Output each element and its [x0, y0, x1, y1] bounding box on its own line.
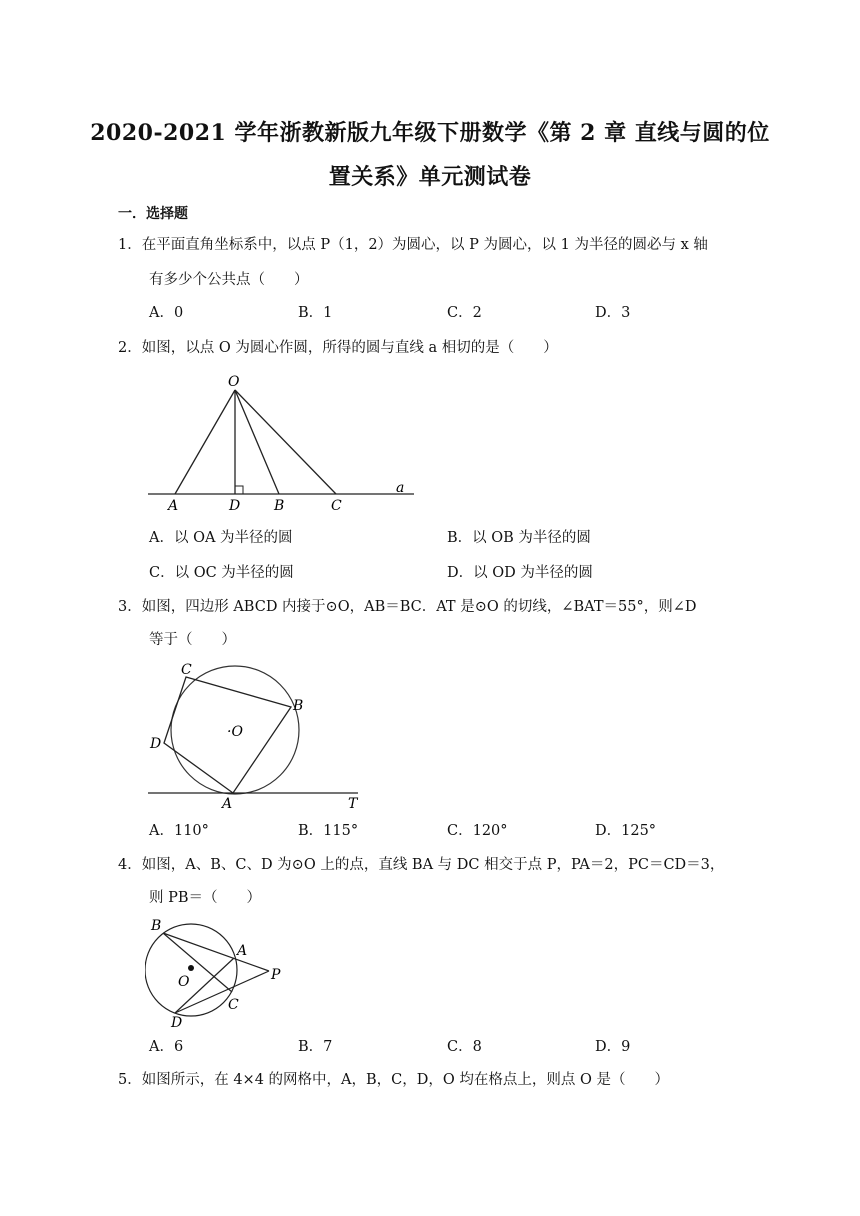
- label-a: A: [237, 943, 248, 959]
- question-3-option-b: B．115°: [298, 823, 359, 839]
- segment-oa: [175, 390, 235, 494]
- question-4-option-c: C．8: [447, 1039, 482, 1055]
- label-a: A: [168, 498, 179, 514]
- label-t: T: [348, 796, 358, 812]
- question-3-option-d: D．125°: [595, 823, 657, 839]
- right-angle-mark: [235, 486, 243, 494]
- question-4-stem-cont: 则 PB＝（ ）: [149, 890, 262, 906]
- question-1-stem-cont: 有多少个公共点（ ）: [149, 272, 309, 288]
- question-3-stem: 3．如图，四边形 ABCD 内接于⊙O，AB＝BC．AT 是⊙O 的切线，∠BAT＝55°，则∠D: [118, 599, 697, 615]
- label-o: ·O: [227, 724, 243, 740]
- center-point: [188, 965, 194, 971]
- label-c: C: [228, 997, 239, 1013]
- question-2-option-c: C．以 OC 为半径的圆: [149, 565, 294, 581]
- question-1-option-c: C．2: [447, 305, 482, 321]
- question-2-option-b: B．以 OB 为半径的圆: [447, 530, 591, 546]
- question-4-figure: [145, 915, 290, 1030]
- question-2-figure: [148, 370, 414, 515]
- segment-ob: [235, 390, 279, 494]
- page-title-line-1: 2020-2021 学年浙教新版九年级下册数学《第 2 章 直线与圆的位: [90, 120, 770, 146]
- question-3-stem-cont: 等于（ ）: [149, 632, 236, 648]
- label-d: D: [150, 736, 162, 752]
- label-c: C: [331, 498, 342, 514]
- question-3-figure: [148, 660, 368, 812]
- label-p: P: [271, 967, 281, 983]
- question-2-stem: 2．如图，以点 O 为圆心作圆，所得的圆与直线 a 相切的是（ ）: [118, 340, 558, 356]
- question-2-option-d: D．以 OD 为半径的圆: [447, 565, 593, 581]
- question-1-option-b: B．1: [298, 305, 333, 321]
- label-o: O: [228, 374, 240, 390]
- section-heading: 一．选择题: [118, 206, 188, 222]
- label-a: A: [222, 796, 233, 812]
- label-b: B: [274, 498, 285, 514]
- question-3-option-a: A．110°: [149, 823, 209, 839]
- question-1-option-d: D．3: [595, 305, 631, 321]
- question-5-stem: 5．如图所示，在 4×4 的网格中，A，B，C，D，O 均在格点上，则点 O 是（ ）: [118, 1072, 669, 1088]
- label-b: B: [151, 918, 162, 934]
- question-2-option-a: A．以 OA 为半径的圆: [149, 530, 293, 546]
- label-o: O: [178, 974, 190, 990]
- question-4-stem: 4．如图，A、B、C、D 为⊙O 上的点，直线 BA 与 DC 相交于点 P，PA＝2，PC＝CD＝3，: [118, 857, 725, 873]
- question-4-option-d: D．9: [595, 1039, 631, 1055]
- segment-oc: [235, 390, 336, 494]
- label-line-a: a: [396, 480, 405, 496]
- question-3-option-c: C．120°: [447, 823, 508, 839]
- question-4-option-b: B．7: [298, 1039, 333, 1055]
- label-c: C: [181, 662, 192, 678]
- label-d: D: [171, 1015, 183, 1030]
- label-b: B: [293, 698, 304, 714]
- segment-bc: [163, 933, 232, 992]
- question-4-option-a: A．6: [149, 1039, 184, 1055]
- question-1-stem: 1．在平面直角坐标系中，以点 P（1，2）为圆心，以 P 为圆心，以 1 为半径的圆必与 x 轴: [118, 237, 708, 253]
- line-bp: [163, 933, 269, 971]
- question-1-option-a: A．0: [149, 305, 184, 321]
- label-d: D: [229, 498, 241, 514]
- page-title-line-2: 置关系》单元测试卷: [328, 164, 532, 190]
